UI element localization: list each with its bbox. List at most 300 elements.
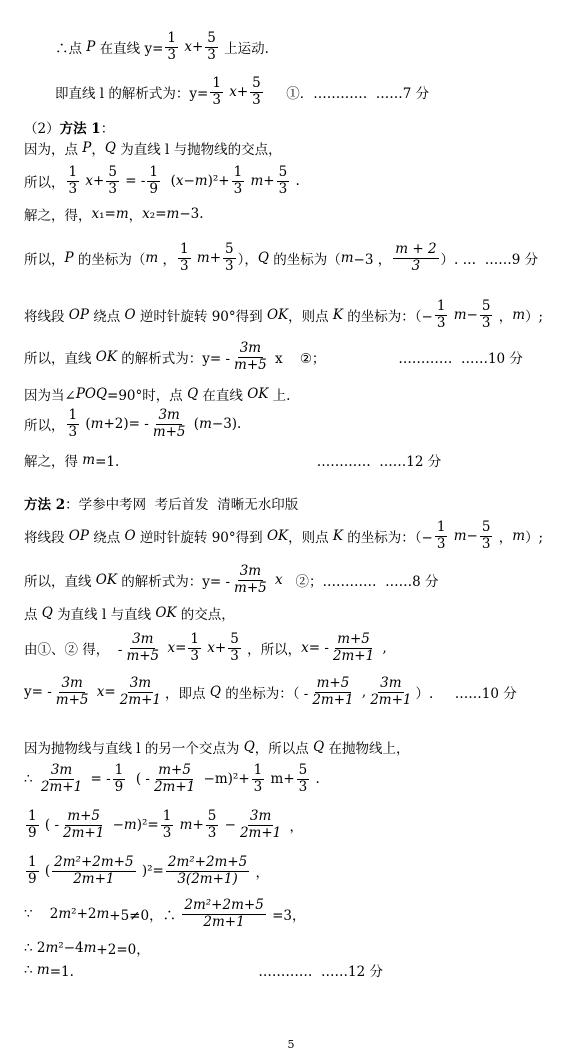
- fraction-numerator: 1: [149, 164, 158, 181]
- fraction: [205, 31, 218, 62]
- text-run: −3).: [211, 416, 242, 432]
- text-run: ）. ……10 分: [415, 686, 517, 702]
- text-run: m: [194, 173, 208, 189]
- fraction: [206, 809, 219, 840]
- text-run: −: [466, 307, 478, 323]
- text-run: m: [58, 906, 72, 922]
- fraction-denominator: m+5: [55, 691, 89, 708]
- text-run: ），: [237, 252, 258, 268]
- text-run: x: [175, 173, 184, 189]
- fraction: [277, 165, 290, 196]
- fraction-denominator: m+5: [234, 579, 267, 596]
- fraction: [228, 632, 241, 663]
- fraction-numerator: m+5: [158, 762, 191, 779]
- text-run: ）. … ……9 分: [440, 252, 539, 268]
- fraction-numerator: 5: [207, 30, 216, 47]
- text-run: =: [175, 640, 187, 656]
- fraction-numerator: 5: [207, 808, 217, 825]
- math-line: [24, 676, 517, 707]
- text-run: +: [191, 39, 204, 55]
- fraction-denominator: m+5: [126, 647, 160, 664]
- fraction-denominator: 3: [253, 778, 263, 795]
- math-line: [24, 763, 320, 794]
- text-run: m: [512, 307, 526, 323]
- fraction-denominator: 2m+1: [312, 691, 354, 708]
- text-run: m: [453, 307, 467, 323]
- fraction-denominator: m+5: [152, 423, 186, 440]
- text-run: O: [124, 307, 136, 323]
- fraction: [52, 855, 135, 886]
- text-run: +: [93, 173, 105, 189]
- fraction: [210, 76, 223, 107]
- fraction-numerator: 3m: [158, 407, 180, 424]
- text-run: x: [96, 684, 105, 700]
- text-run: 所以，: [24, 175, 65, 191]
- text-run: ，则点: [288, 530, 333, 546]
- text-run: −3 ，: [353, 252, 392, 268]
- text-run: x: [142, 206, 150, 222]
- fraction-denominator: 3: [68, 423, 78, 440]
- math-line: [24, 898, 305, 929]
- text-run: ：学参中考网 考后首发 清晰无水印版: [65, 497, 299, 513]
- text-run: ∴: [24, 962, 37, 978]
- fraction-denominator: 2m+1: [203, 913, 245, 930]
- text-run: −: [183, 173, 195, 189]
- math-line: [24, 603, 235, 623]
- fraction-denominator: 3: [481, 535, 491, 552]
- text-run: ∴点: [55, 41, 87, 57]
- text-run: 所以，直线: [24, 574, 96, 590]
- fraction: [252, 763, 265, 794]
- fraction: [147, 165, 160, 196]
- text-run: ∴: [24, 771, 37, 787]
- text-run: 将线段: [24, 530, 69, 546]
- text-run: m: [82, 452, 96, 468]
- fraction: [238, 809, 283, 840]
- text-run: ②；………… ……8 分: [282, 574, 439, 590]
- text-run: 逆时针旋转 90°得到: [135, 530, 267, 546]
- math-line: [24, 809, 303, 840]
- fraction-numerator: 1: [212, 75, 221, 92]
- fraction-numerator: 1: [28, 808, 37, 825]
- fraction: [310, 676, 355, 707]
- text-run: .: [311, 771, 320, 787]
- fraction: [118, 676, 163, 707]
- fraction-denominator: 3: [230, 647, 239, 664]
- text-run: OK: [266, 528, 289, 544]
- fraction-denominator: 3(2m+1): [177, 870, 238, 887]
- text-run: O: [124, 528, 136, 544]
- text-run: 逆时针旋转 90°得到: [135, 309, 267, 325]
- fraction-numerator: 3m: [61, 675, 83, 692]
- text-run: 为直线 l 与直线: [52, 607, 156, 623]
- text-run: +2)= -: [103, 416, 149, 432]
- text-run: P: [64, 250, 74, 266]
- fraction-numerator: m+5: [67, 808, 101, 825]
- math-line: [24, 938, 150, 958]
- text-run: m: [90, 416, 104, 432]
- fraction-denominator: 3: [436, 535, 446, 552]
- fraction-denominator: 3: [252, 91, 261, 108]
- fraction-numerator: 3m: [132, 631, 154, 648]
- text-run: OK: [266, 307, 289, 323]
- fraction: [166, 855, 249, 886]
- fraction-denominator: 3: [225, 257, 234, 274]
- text-run: = -: [120, 173, 146, 189]
- text-run: ( -: [127, 771, 150, 787]
- text-run: m: [453, 528, 467, 544]
- fraction-denominator: 2m+1: [63, 824, 105, 841]
- fraction-numerator: 1: [28, 854, 37, 871]
- fraction-numerator: 1: [190, 631, 199, 648]
- fraction-denominator: 9: [114, 778, 124, 795]
- fraction-numerator: m + 2: [395, 241, 437, 258]
- fraction-denominator: 2m+1: [153, 778, 196, 795]
- fraction-denominator: 3: [207, 46, 216, 63]
- fraction-numerator: 5: [252, 75, 261, 92]
- text-run: m: [36, 962, 50, 978]
- text-run: −: [466, 528, 478, 544]
- text-run: m: [250, 173, 264, 189]
- fraction: [67, 165, 80, 196]
- text-run: 上运动.: [219, 41, 269, 57]
- fraction-numerator: m+5: [337, 631, 370, 648]
- text-run: Q: [209, 684, 221, 700]
- text-run: (: [40, 863, 51, 879]
- text-run: Q: [313, 739, 325, 755]
- text-run: 绕点: [88, 309, 125, 325]
- text-run: ( -: [40, 817, 60, 833]
- text-run: P: [82, 140, 92, 156]
- fraction: [61, 809, 106, 840]
- text-run: 的坐标为：（−: [342, 530, 433, 546]
- math-line: [24, 138, 282, 158]
- text-run: 方法 2: [24, 497, 66, 513]
- text-run: y= -: [24, 684, 52, 700]
- math-line: [24, 408, 241, 439]
- text-run: 将线段: [24, 309, 69, 325]
- text-run: OP: [68, 528, 89, 544]
- text-run: ∵ 2: [24, 906, 59, 922]
- text-run: ，: [285, 819, 304, 835]
- fraction-denominator: 9: [149, 180, 158, 197]
- fraction: [435, 299, 448, 330]
- text-run: ,: [378, 640, 387, 656]
- text-run: K: [332, 528, 343, 544]
- text-run: x: [229, 84, 237, 100]
- fraction: [26, 855, 39, 886]
- math-line: [24, 632, 387, 663]
- fraction-denominator: 3: [278, 180, 288, 197]
- fraction-denominator: 2m+1: [119, 691, 162, 708]
- text-run: m: [145, 250, 159, 266]
- text-run: +: [263, 173, 275, 189]
- text-run: ，: [251, 865, 270, 881]
- fraction: [54, 676, 91, 707]
- fraction: [232, 341, 269, 372]
- text-run: +: [192, 817, 204, 833]
- text-run: 在抛物线上，: [324, 741, 410, 757]
- text-run: +5≠0，∴: [109, 908, 181, 924]
- text-run: K: [332, 307, 343, 323]
- text-run: 在直线 y=: [95, 41, 164, 57]
- text-run: x: [275, 572, 283, 588]
- text-run: ，: [91, 142, 105, 158]
- math-line: [24, 493, 298, 513]
- fraction-denominator: 3: [180, 257, 189, 274]
- text-run: OK: [155, 605, 177, 621]
- text-run: ，则点: [288, 309, 333, 325]
- text-run: x: [301, 640, 309, 656]
- text-run: ，所以，: [242, 642, 302, 658]
- text-run: 解之，得: [24, 454, 83, 470]
- text-run: 上.: [268, 388, 291, 404]
- fraction: [151, 408, 188, 439]
- text-run: 的解析式为：y= -: [116, 351, 231, 367]
- fraction-denominator: 2m+1: [73, 870, 115, 887]
- text-run: )²=: [137, 863, 164, 879]
- math-line: [24, 855, 269, 886]
- fraction: [161, 809, 174, 840]
- text-run: P: [86, 39, 96, 55]
- text-run: POQ: [75, 386, 108, 402]
- text-run: m: [179, 817, 193, 833]
- text-run: m: [196, 250, 210, 266]
- fraction-numerator: 1: [162, 808, 172, 825]
- text-run: 的交点，: [176, 607, 235, 623]
- text-run: m: [340, 250, 354, 266]
- text-run: OP: [68, 307, 89, 323]
- text-run: Q: [257, 250, 269, 266]
- fraction-numerator: 1: [253, 762, 263, 779]
- text-run: −: [108, 817, 124, 833]
- text-run: x: [184, 39, 192, 55]
- fraction-numerator: 5: [298, 762, 308, 779]
- math-line: [24, 520, 543, 551]
- text-run: ²−4: [58, 940, 84, 956]
- fraction: [165, 31, 178, 62]
- fraction-denominator: 3: [436, 314, 446, 331]
- text-run: （2）: [24, 121, 60, 137]
- fraction-denominator: 3: [212, 91, 221, 108]
- text-run: = -: [308, 640, 329, 656]
- text-run: =: [104, 684, 116, 700]
- fraction-denominator: 3: [298, 778, 308, 795]
- fraction-numerator: 1: [233, 164, 243, 181]
- fraction: [331, 632, 376, 663]
- text-run: 为直线 l 与抛物线的交点，: [115, 142, 282, 158]
- text-run: 因为抛物线与直线 l 的另一个交点为: [24, 741, 244, 757]
- text-run: +2=0，: [96, 942, 150, 958]
- text-run: 所以，: [24, 418, 65, 434]
- fraction-numerator: 5: [108, 164, 117, 181]
- text-run: Q: [41, 605, 53, 621]
- text-run: ①．………… ……7 分: [264, 86, 430, 102]
- math-line: [24, 242, 538, 273]
- math-line: [24, 564, 439, 595]
- text-run: ）;: [525, 309, 544, 325]
- text-run: )²=: [136, 817, 159, 833]
- fraction-denominator: 3: [167, 46, 177, 63]
- math-line: [24, 737, 409, 757]
- fraction: [232, 564, 269, 595]
- fraction: [182, 898, 265, 929]
- text-run: =90°时，点: [107, 388, 188, 404]
- fraction-denominator: 3: [411, 257, 421, 274]
- fraction: [178, 242, 191, 273]
- fraction-numerator: 5: [225, 241, 234, 258]
- text-run: =1. ………… ……12 分: [95, 454, 442, 470]
- text-run: Q: [243, 739, 255, 755]
- text-run: (: [81, 416, 91, 432]
- fraction-numerator: 1: [167, 30, 177, 47]
- fraction-numerator: 2m²+2m+5: [167, 854, 248, 871]
- text-run: m: [83, 940, 97, 956]
- text-run: =3，: [267, 908, 306, 924]
- fraction-numerator: 1: [180, 241, 189, 258]
- fraction-denominator: 9: [28, 824, 37, 841]
- text-run: x: [167, 640, 176, 656]
- text-run: ∴ 2: [24, 940, 46, 956]
- fraction-denominator: 9: [28, 870, 37, 887]
- fraction: [297, 763, 310, 794]
- math-line: [24, 384, 290, 404]
- fraction-numerator: 1: [68, 407, 78, 424]
- text-run: = -: [86, 771, 111, 787]
- text-run: ）;: [525, 530, 544, 546]
- fraction-numerator: 2m²+2m+5: [54, 854, 134, 871]
- text-run: 因为当∠: [24, 388, 76, 404]
- text-run: ，即点: [165, 686, 210, 702]
- text-run: ²+2: [71, 906, 97, 922]
- fraction-denominator: 3: [162, 824, 172, 841]
- page-number: 5: [287, 1038, 295, 1051]
- fraction-denominator: 3: [481, 314, 491, 331]
- fraction-numerator: 1: [68, 164, 78, 181]
- text-run: 所以，: [24, 252, 65, 268]
- text-run: −3.: [179, 206, 204, 222]
- text-run: Q: [104, 140, 116, 156]
- fraction-denominator: 2m+1: [239, 824, 282, 841]
- text-run: 在直线: [198, 388, 248, 404]
- text-run: ，: [158, 252, 176, 268]
- text-run: m: [96, 906, 110, 922]
- text-run: ₁=: [99, 206, 116, 222]
- text-run: x: [85, 173, 94, 189]
- text-run: ：: [100, 121, 115, 137]
- math-line: [55, 76, 429, 107]
- fraction: [480, 299, 493, 330]
- text-run: 的坐标为：（ -: [220, 686, 309, 702]
- text-run: OK: [95, 572, 117, 588]
- fraction-denominator: 2m+1: [40, 778, 83, 795]
- text-run: −: [220, 817, 236, 833]
- math-line: [24, 165, 300, 196]
- text-run: +: [209, 250, 222, 266]
- text-run: ，: [494, 530, 513, 546]
- fraction-numerator: 1: [114, 762, 124, 779]
- text-run: Q: [187, 386, 199, 402]
- fraction: [152, 763, 197, 794]
- text-run: (: [189, 416, 200, 432]
- math-line: [24, 299, 543, 330]
- text-run: m: [512, 528, 526, 544]
- fraction: [113, 763, 126, 794]
- text-run: 的解析式为：y= -: [116, 574, 231, 590]
- text-run: 所以，直线: [24, 351, 96, 367]
- text-run: 因为，点: [24, 142, 83, 158]
- fraction-denominator: 2m+1: [370, 691, 412, 708]
- fraction-numerator: 3m: [50, 762, 73, 779]
- fraction: [106, 165, 119, 196]
- text-run: (: [161, 173, 176, 189]
- fraction: [435, 520, 448, 551]
- math-line: [24, 204, 204, 224]
- text-run: )²+: [207, 173, 230, 189]
- text-run: x: [207, 640, 215, 656]
- math-line: [24, 341, 523, 372]
- text-run: −m)²+: [199, 771, 250, 787]
- fraction-numerator: 5: [481, 519, 491, 536]
- fraction: [67, 408, 80, 439]
- fraction: [26, 809, 39, 840]
- fraction-numerator: 5: [230, 631, 239, 648]
- fraction-denominator: 3: [190, 647, 199, 664]
- text-run: .: [291, 173, 300, 189]
- fraction: [368, 676, 413, 707]
- fraction: [393, 242, 438, 273]
- fraction: [250, 76, 263, 107]
- text-run: m: [45, 940, 59, 956]
- text-run: +: [214, 640, 227, 656]
- fraction-numerator: 5: [481, 298, 491, 315]
- fraction-numerator: 5: [278, 164, 288, 181]
- text-run: OK: [247, 386, 269, 402]
- text-run: ,: [357, 684, 367, 700]
- text-run: x: [91, 206, 100, 222]
- text-run: +: [236, 84, 249, 100]
- fraction-numerator: 3m: [239, 340, 262, 357]
- text-run: 方法 1: [59, 121, 101, 137]
- fraction-numerator: 1: [436, 298, 446, 315]
- fraction-denominator: 3: [207, 824, 217, 841]
- fraction-denominator: 2m+1: [332, 647, 375, 664]
- fraction-numerator: m+5: [316, 675, 350, 692]
- text-run: 的坐标为（: [268, 252, 341, 268]
- fraction: [188, 632, 201, 663]
- fraction: [480, 520, 493, 551]
- text-run: 的坐标为（: [73, 252, 146, 268]
- text-run: m: [115, 206, 129, 222]
- fraction-denominator: 3: [68, 180, 78, 197]
- text-run: m: [166, 206, 180, 222]
- text-run: 解之，得，: [24, 208, 92, 224]
- fraction-numerator: 2m²+2m+5: [184, 897, 264, 914]
- text-run: m: [123, 817, 137, 833]
- text-run: ，所以点: [254, 741, 314, 757]
- fraction: [223, 242, 236, 273]
- text-run: m+: [266, 771, 295, 787]
- text-run: m: [199, 416, 212, 432]
- fraction: [39, 763, 84, 794]
- math-line: [24, 960, 383, 980]
- math-line: [55, 31, 269, 62]
- fraction-denominator: 3: [108, 180, 117, 197]
- text-run: 的坐标为：（−: [342, 309, 433, 325]
- math-line: [24, 450, 441, 470]
- fraction: [124, 632, 161, 663]
- text-run: 由①、② 得， -: [24, 642, 123, 658]
